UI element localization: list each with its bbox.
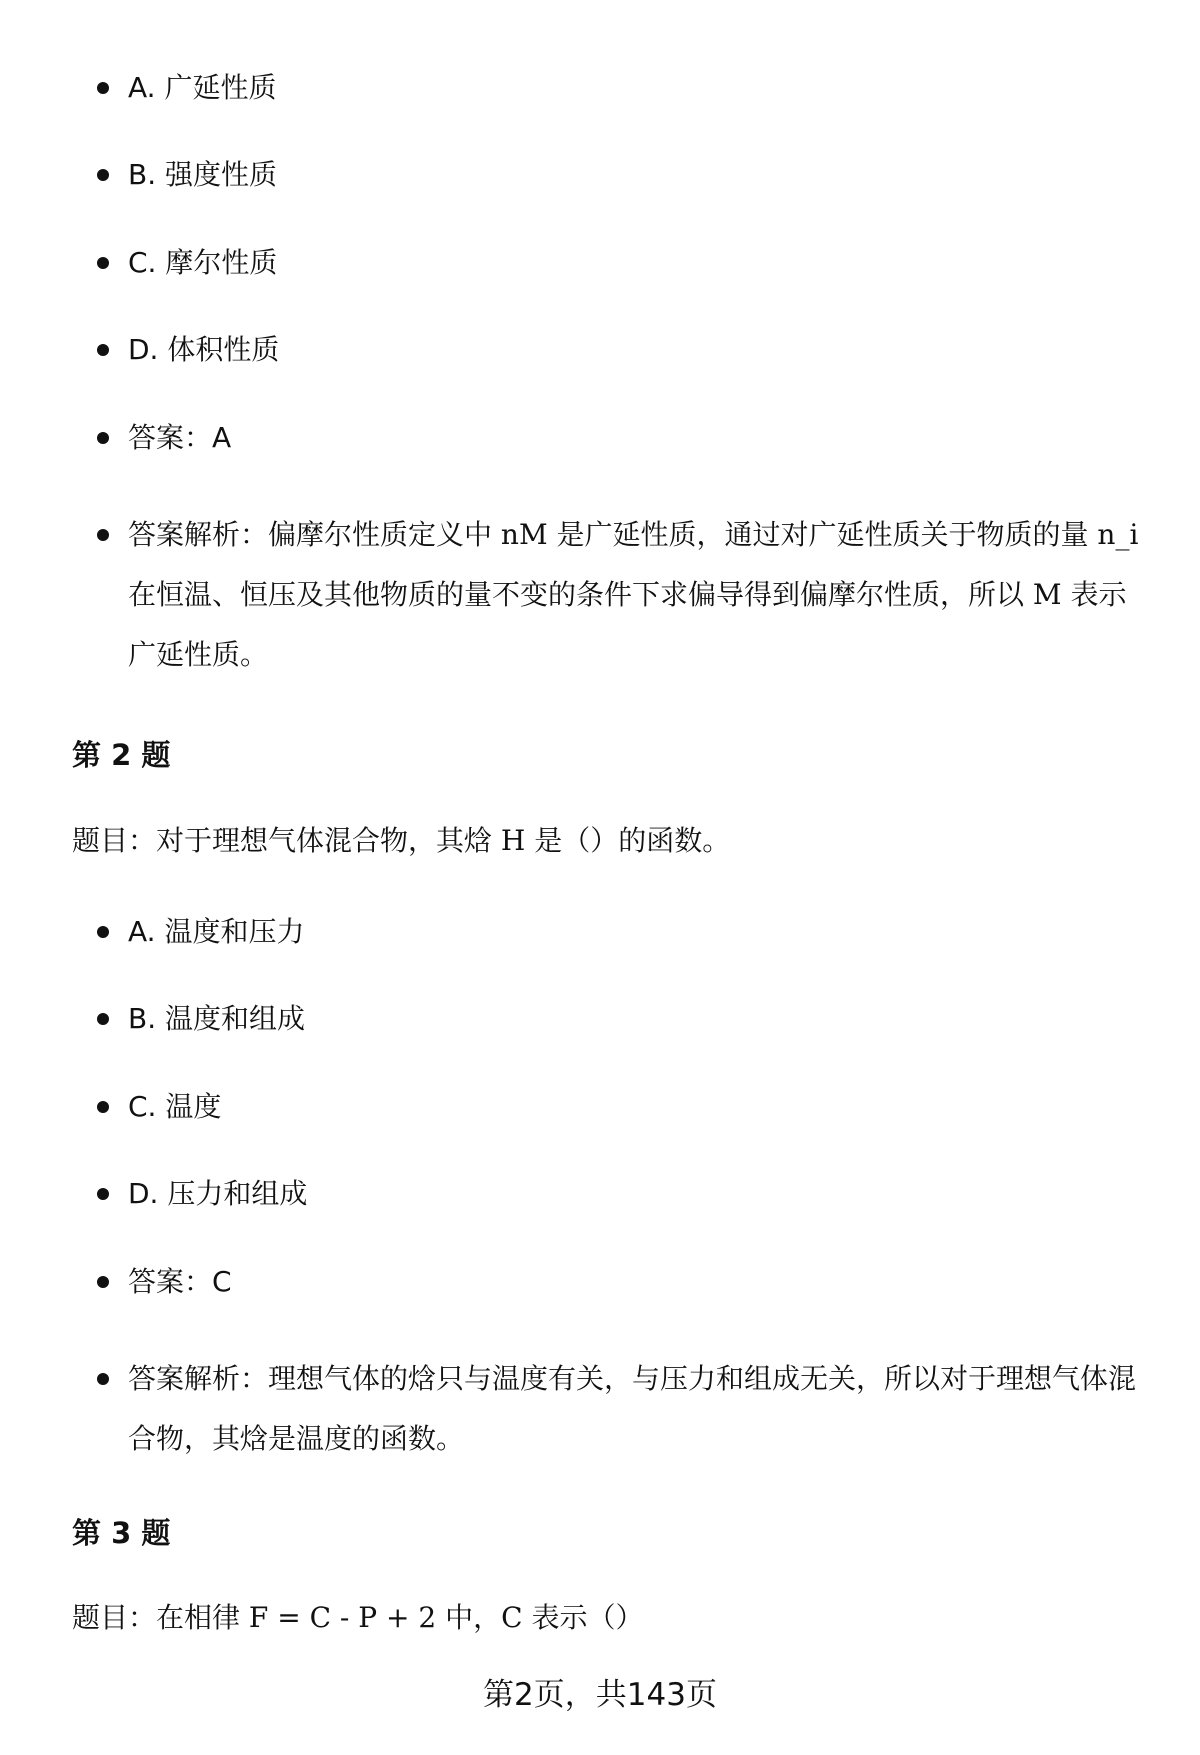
bullet-icon	[97, 1013, 109, 1025]
bullet-icon	[97, 1101, 109, 1113]
bullet-icon	[97, 344, 109, 356]
math-formula: F = C - P + 2	[248, 1601, 437, 1634]
bullet-icon	[97, 1188, 109, 1200]
bullet-icon	[97, 529, 109, 541]
bullet-icon	[97, 82, 109, 94]
question-2-heading: 第 2 题	[72, 738, 171, 772]
math-formula: C	[501, 1601, 523, 1634]
option-text: D. 压力和组成	[128, 1177, 308, 1210]
stem-text-part: 题目：在相律	[72, 1601, 249, 1634]
option-text: B. 强度性质	[128, 158, 278, 191]
question-3-stem	[72, 1598, 1152, 1638]
question-2-stem	[72, 821, 1152, 861]
option-text: A. 温度和压力	[128, 915, 305, 948]
math-formula: nM	[500, 518, 548, 551]
analysis-text-part: 是广延性质，通过对广延性质关于物质的量	[547, 518, 1098, 551]
answer-text: 答案：C	[128, 1265, 232, 1298]
bullet-icon	[97, 432, 109, 444]
option-text: C. 摩尔性质	[128, 246, 278, 279]
math-formula: H	[500, 824, 526, 857]
page-number-footer: 第2页，共143页	[483, 1677, 717, 1713]
stem-text-part: 题目：对于理想气体混合物，其焓	[72, 824, 501, 857]
analysis-text-part: 在恒温、恒压及其他物质的量不变的条件下求偏导得到偏摩尔性质，所以	[128, 578, 1033, 611]
analysis-text	[128, 505, 1148, 685]
bullet-icon	[97, 926, 109, 938]
bullet-icon	[97, 1373, 109, 1385]
analysis-text-part: 表示广延性质。	[128, 578, 1127, 671]
answer-text: 答案：A	[128, 421, 232, 454]
option-text: C. 温度	[128, 1090, 222, 1123]
stem-text-part: 是（）的函数。	[525, 824, 731, 857]
math-formula: n_i	[1097, 518, 1139, 551]
bullet-icon	[97, 257, 109, 269]
question-3-heading: 第 3 题	[72, 1516, 171, 1550]
option-text: B. 温度和组成	[128, 1002, 306, 1035]
analysis-text-part: 答案解析：偏摩尔性质定义中	[128, 518, 501, 551]
option-text: D. 体积性质	[128, 333, 280, 366]
analysis-text: 答案解析：理想气体的焓只与温度有关，与压力和组成无关，所以对于理想气体混合物，其焓是温度的函数。	[128, 1362, 1137, 1455]
stem-text-part: 表示（）	[522, 1601, 644, 1634]
math-formula: M	[1032, 578, 1062, 611]
bullet-icon	[97, 1276, 109, 1288]
bullet-icon	[97, 169, 109, 181]
stem-text-part: 中，	[436, 1601, 502, 1634]
option-text: A. 广延性质	[128, 71, 277, 104]
